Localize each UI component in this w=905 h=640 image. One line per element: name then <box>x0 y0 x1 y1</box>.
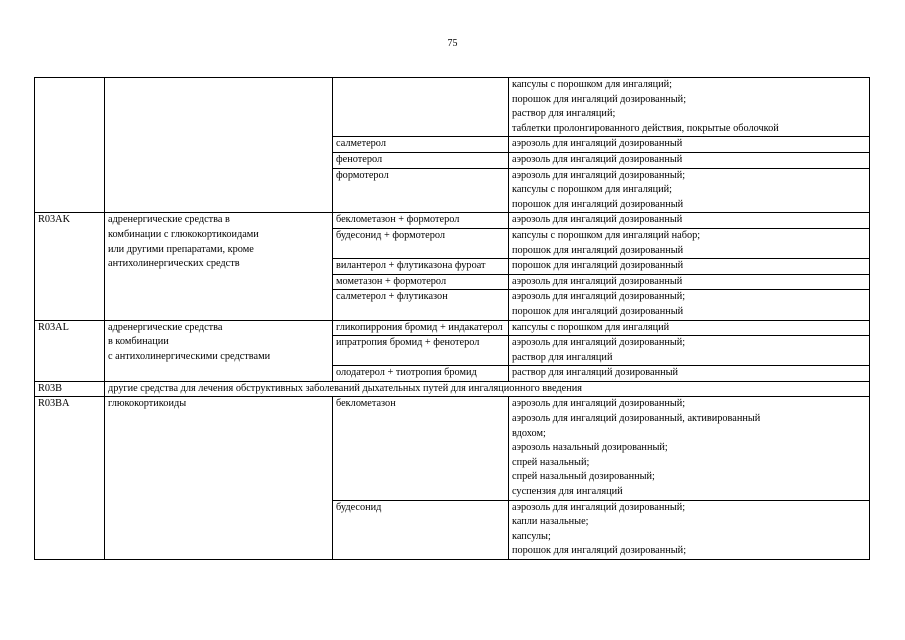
dosage-form-cell <box>509 228 870 258</box>
drug-name-cell: салметерол <box>333 137 509 153</box>
group-span-cell <box>105 381 870 397</box>
dosage-form-cell <box>509 290 870 320</box>
dosage-form: аэрозоль для ингаляций дозированный; <box>512 398 686 410</box>
group-text: комбинации с глюкокортикоидами <box>108 228 259 240</box>
drug-name-cell: олодатерол + тиотропия бромид <box>333 366 509 382</box>
dosage-form: порошок для ингаляций дозированный <box>512 305 684 317</box>
dosage-form: аэрозоль назальный дозированный; <box>512 442 668 454</box>
atc-code-cell: R03BA <box>35 397 105 560</box>
group-cell <box>105 78 333 213</box>
dosage-form-cell <box>509 213 870 229</box>
dosage-form-cell <box>509 259 870 275</box>
dosage-form: аэрозоль для ингаляций дозированный; <box>512 501 686 513</box>
group-text: другие средства для лечения обструктивных заболеваний дыхательных путей для ингаляционного введения <box>108 382 582 394</box>
drug-name-cell: вилантерол + флутиказона фуроат <box>333 259 509 275</box>
group-cell <box>105 397 333 560</box>
table-row <box>35 397 870 500</box>
dosage-form: капсулы с порошком для ингаляций; <box>512 184 672 196</box>
dosage-form-cell <box>509 168 870 213</box>
drug-name-cell: будесонид + формотерол <box>333 228 509 258</box>
dosage-form: аэрозоль для ингаляций дозированный <box>512 138 683 150</box>
dosage-form: аэрозоль для ингаляций дозированный <box>512 153 683 165</box>
drug-name-cell: салметерол + флутиказон <box>333 290 509 320</box>
dosage-form: раствор для ингаляций <box>512 351 613 363</box>
group-text: или другими препаратами, кроме <box>108 243 254 255</box>
group-text: в комбинации <box>108 336 169 348</box>
dosage-form: аэрозоль для ингаляций дозированный <box>512 214 683 226</box>
dosage-form-cell <box>509 78 870 137</box>
group-cell <box>105 320 333 381</box>
drug-name-cell: будесонид <box>333 500 509 559</box>
dosage-form: порошок для ингаляций дозированный <box>512 198 684 210</box>
dosage-form: порошок для ингаляций дозированный <box>512 260 684 272</box>
group-text: адренергические средства в <box>108 214 230 226</box>
dosage-form: капсулы с порошком для ингаляций <box>512 321 670 333</box>
table-row <box>35 320 870 336</box>
dosage-form-cell <box>509 336 870 366</box>
dosage-form: аэрозоль для ингаляций дозированный; <box>512 291 686 303</box>
atc-code-cell <box>35 78 105 213</box>
table-row <box>35 78 870 137</box>
drug-name-cell: беклометазон <box>333 397 509 500</box>
dosage-form: капсулы; <box>512 530 551 542</box>
drug-name-cell: ипратропия бромид + фенотерол <box>333 336 509 366</box>
group-text: с антихолинергическими средствами <box>108 350 271 362</box>
dosage-form-cell <box>509 137 870 153</box>
drug-name-cell: беклометазон + формотерол <box>333 213 509 229</box>
dosage-form: порошок для ингаляций дозированный <box>512 244 684 256</box>
dosage-form: вдохом; <box>512 427 546 439</box>
dosage-form-cell <box>509 366 870 382</box>
dosage-form-cell <box>509 152 870 168</box>
dosage-form: спрей назальный; <box>512 456 590 468</box>
group-text: адренергические средства <box>108 321 223 333</box>
drug-name-cell: фенотерол <box>333 152 509 168</box>
group-cell <box>105 213 333 320</box>
atc-code-cell: R03B <box>35 381 105 397</box>
drug-name-cell <box>333 78 509 137</box>
page-number: 75 <box>447 38 458 49</box>
dosage-form: раствор для ингаляций; <box>512 108 616 120</box>
dosage-form: аэрозоль для ингаляций дозированный <box>512 275 683 287</box>
group-text: глюкокортикоиды <box>108 398 187 410</box>
drug-name-cell: гликопиррония бромид + индакатерол <box>333 320 509 336</box>
dosage-form: аэрозоль для ингаляций дозированный; <box>512 337 686 349</box>
dosage-form: капли назальные; <box>512 516 589 528</box>
dosage-form-cell <box>509 500 870 559</box>
atc-code-cell: R03AL <box>35 320 105 381</box>
dosage-form: спрей назальный дозированный; <box>512 471 655 483</box>
dosage-form: аэрозоль для ингаляций дозированный; <box>512 169 686 181</box>
dosage-form: капсулы с порошком для ингаляций; <box>512 79 672 90</box>
dosage-form: таблетки пролонгированного действия, покрытые оболочкой <box>512 122 779 134</box>
dosage-form-cell <box>509 320 870 336</box>
dosage-form: порошок для ингаляций дозированный; <box>512 93 687 105</box>
dosage-form-cell <box>509 397 870 500</box>
table-row <box>35 381 870 397</box>
drug-name-cell: мометазон + формотерол <box>333 274 509 290</box>
dosage-form: порошок для ингаляций дозированный; <box>512 545 687 557</box>
dosage-form: раствор для ингаляций дозированный <box>512 367 679 379</box>
dosage-form: аэрозоль для ингаляций дозированный, активированный <box>512 413 761 425</box>
atc-code-cell: R03AK <box>35 213 105 320</box>
drug-name-cell: формотерол <box>333 168 509 213</box>
table-row <box>35 213 870 229</box>
dosage-form-cell <box>509 274 870 290</box>
group-text: антихолинергических средств <box>108 258 240 270</box>
dosage-form: суспензия для ингаляций <box>512 486 623 498</box>
dosage-form: капсулы с порошком для ингаляций набор; <box>512 229 701 241</box>
drug-table <box>34 77 870 560</box>
